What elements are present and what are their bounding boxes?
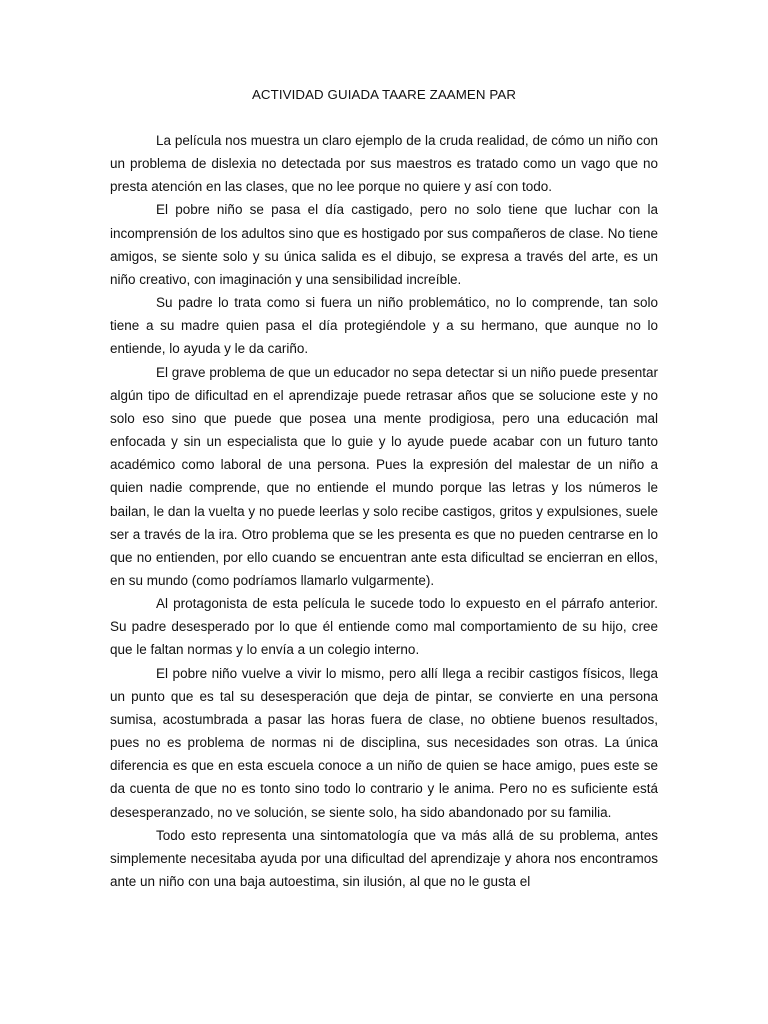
paragraph-2: El pobre niño se pasa el día castigado, pero no solo tiene que luchar con la incomprensión de los adultos sino que es hostigado por sus compañeros de clase. No tiene amigos, se siente solo y su única salida es el dibujo, se expresa a través del arte, es un niño creativo, con imaginación y una sensibilidad increíble. — [110, 202, 658, 287]
paragraph-1: La película nos muestra un claro ejemplo de la cruda realidad, de cómo un niño con un problema de dislexia no detectada por sus maestros es tratado como un vago que no presta atención en las clases, que no lee porque no quiere y así con todo. — [110, 133, 658, 195]
paragraph-7: Todo esto representa una sintomatología que va más allá de su problema, antes simplemente necesitaba ayuda por una dificultad del aprendizaje y ahora nos encontramos ante un niño con una baja autoestima, sin ilusión, al que no le gusta el — [110, 827, 658, 889]
paragraph-5: Al protagonista de esta película le sucede todo lo expuesto en el párrafo anterior. Su padre desesperado por lo que él entiende como mal comportamiento de su hijo, cree que le faltan normas y lo envía a un colegio interno. — [110, 596, 658, 658]
document-title: ACTIVIDAD GUIADA TAARE ZAAMEN PAR — [251, 87, 517, 102]
paragraph-4: El grave problema de que un educador no sepa detectar si un niño puede presentar algún tipo de dificultad en el aprendizaje puede retrasar años que se solucione este y no solo eso sino que puede que posea una mente prodigiosa, pero una educación mal enfocada y sin un especialista que lo guie y lo ayude puede acabar con un futuro tanto académico como laboral de una persona. Pues la expresión del malestar de un niño a quien nadie comprende, que no entiende el mundo porque las letras y los números le bailan, le dan la vuelta y no puede leerlas y solo recibe castigos, gritos y expulsiones, suele ser a través de la ira. Otro problema que se les presenta es que no pueden centrarse en lo que no entienden, por ello cuando se encuentran ante esta dificultad se encierran en ellos, en su mundo (como podríamos llamarlo vulgarmente). — [110, 364, 658, 588]
paragraph-3: Su padre lo trata como si fuera un niño problemático, no lo comprende, tan solo tiene a su madre quien pasa el día protegiéndole y a su hermano, que aunque no lo entiende, lo ayuda y le da cariño. — [110, 295, 658, 357]
paragraph-6: El pobre niño vuelve a vivir lo mismo, pero allí llega a recibir castigos físicos, llega un punto que es tal su desesperación que deja de pintar, se convierte en una persona sumisa, acostumbrada a pasar las horas fuera de clase, no obtiene buenos resultados, pues no es problema de normas ni de disciplina, sus necesidades son otras. La única diferencia es que en esta escuela conoce a un niño de quien se hace amigo, pues este se da cuenta de que no es tonto sino todo lo contrario y le anima. Pero no es suficiente está desesperanzado, no ve solución, se siente solo, ha sido abandonado por su familia. — [110, 665, 658, 820]
document-body — [110, 129, 658, 893]
